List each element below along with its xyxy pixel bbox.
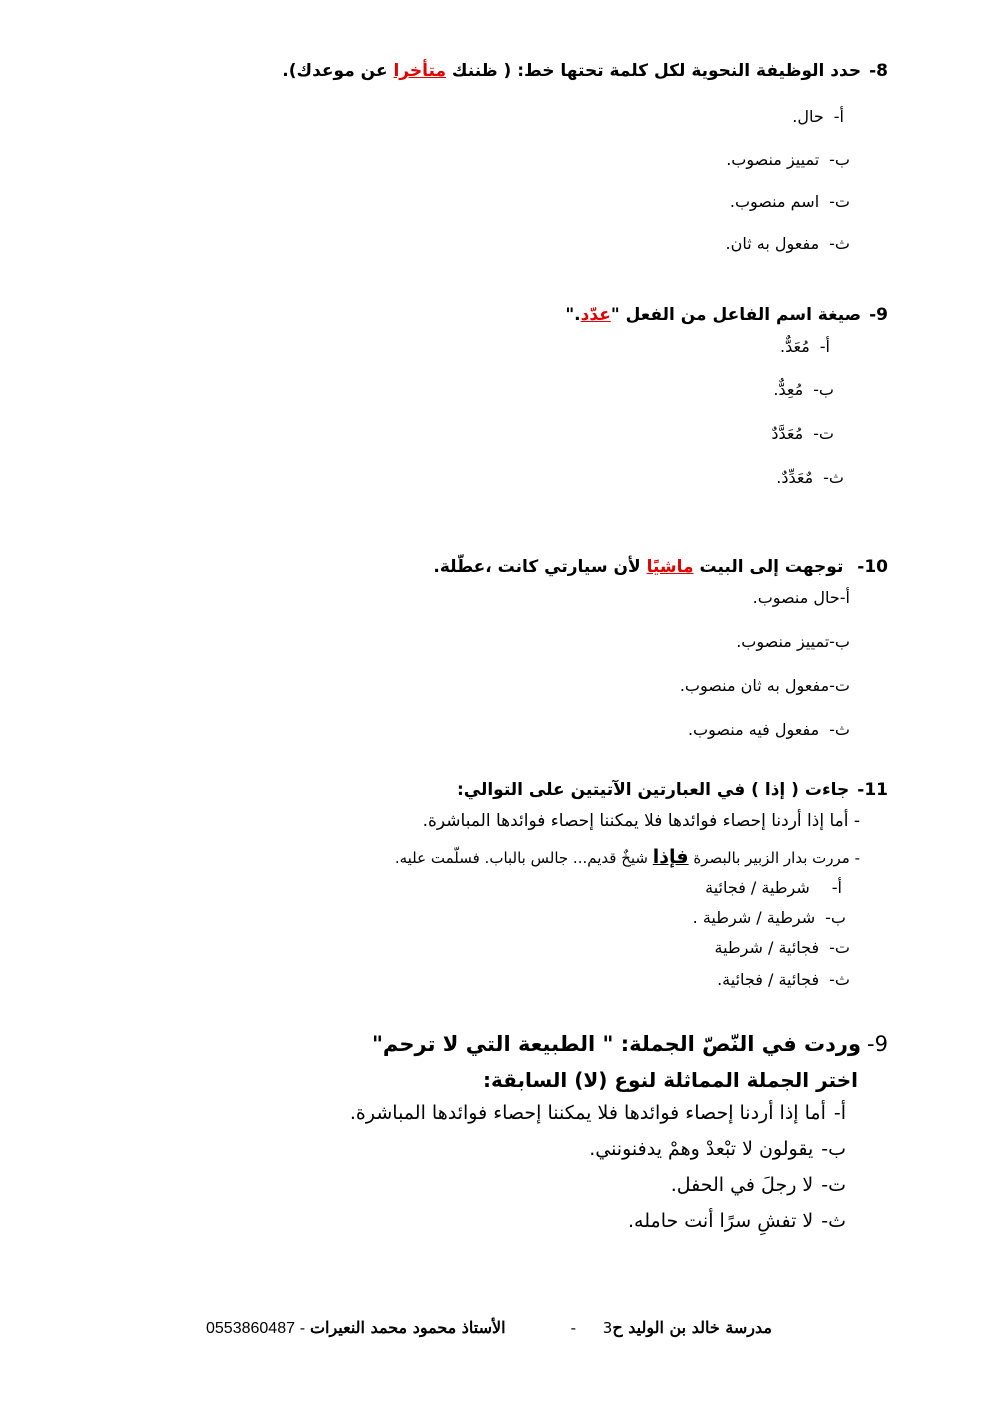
q9a-option-a[interactable] bbox=[780, 337, 830, 356]
question-10-number: 10- bbox=[857, 557, 888, 577]
q9a-option-d[interactable] bbox=[776, 468, 844, 487]
option-label: ت- bbox=[813, 424, 834, 443]
q8-option-a[interactable] bbox=[792, 107, 844, 126]
footer-school-group bbox=[549, 1318, 772, 1337]
option-text: فجائية / شرطية bbox=[714, 938, 820, 957]
question-9a-title bbox=[565, 305, 888, 325]
option-text: فجائية / فجائية. bbox=[717, 970, 820, 989]
option-label: ث- bbox=[823, 468, 844, 487]
option-label: أ- bbox=[831, 878, 842, 897]
question-11-number: 11- bbox=[857, 780, 888, 800]
option-text: شرطية / فجائية bbox=[705, 878, 810, 897]
question-11-text: جاءت ( إذا ) في العبارتين الآتيتين على التوالي: bbox=[456, 780, 850, 800]
option-text: يقولون لا تبْعدْ وهمْ يدفنونني. bbox=[589, 1138, 814, 1160]
footer-school: مدرسة خالد بن الوليد ح bbox=[612, 1318, 772, 1337]
option-label: ب- bbox=[825, 908, 846, 927]
q11-option-d[interactable] bbox=[717, 970, 850, 989]
footer-separator: - bbox=[299, 1319, 306, 1337]
question-11-title bbox=[457, 780, 888, 800]
option-text: مُعَدَّدٌ bbox=[771, 424, 804, 443]
sentence-2-part-b: شيخٌ قديم... جالس بالباب. فسلّمت عليه. bbox=[394, 849, 648, 867]
option-label: أ- bbox=[833, 1102, 846, 1124]
footer-page-number: 3 bbox=[602, 1319, 613, 1337]
q11-option-c[interactable] bbox=[715, 938, 851, 957]
question-9a-number: 9- bbox=[869, 305, 888, 325]
q9b-option-b[interactable] bbox=[589, 1138, 846, 1160]
q9b-option-a[interactable] bbox=[350, 1102, 846, 1124]
option-text: تمييز منصوب. bbox=[726, 150, 820, 169]
option-label: ث- bbox=[829, 234, 850, 253]
question-8-title bbox=[282, 61, 888, 81]
question-11-sentence-1: - أما إذا أردنا إحصاء فوائدها فلا يمكننا إحصاء فوائدها المباشرة. bbox=[422, 811, 860, 831]
question-9b-text: وردت في النّصّ الجملة: " الطبيعة التي لا ترحم" bbox=[371, 1032, 862, 1056]
q9a-option-b[interactable] bbox=[773, 380, 834, 399]
q10-option-c[interactable] bbox=[680, 676, 850, 695]
option-text: تمييز منصوب. bbox=[736, 632, 830, 651]
option-text: شرطية / شرطية . bbox=[692, 908, 816, 927]
question-9b-number: 9- bbox=[867, 1032, 888, 1056]
q8-option-d[interactable] bbox=[726, 234, 850, 253]
option-text: مٌعَدِّدٌ. bbox=[776, 468, 814, 487]
option-text: لا تفشِ سرًا أنت حامله. bbox=[628, 1210, 814, 1232]
option-label: ب- bbox=[821, 1138, 846, 1160]
option-label: ث- bbox=[821, 1210, 846, 1232]
q11-option-b[interactable] bbox=[693, 908, 846, 927]
option-text: حال منصوب. bbox=[752, 588, 840, 607]
option-text: أما إذا أردنا إحصاء فوائدها فلا يمكننا إحصاء فوائدها المباشرة. bbox=[349, 1102, 826, 1124]
question-9b-subtitle: اختر الجملة المماثلة لنوع (لا) السابقة: bbox=[483, 1068, 858, 1092]
question-8-text-a: حدد الوظيفة النحوية لكل كلمة تحتها خط: ( ظننك bbox=[451, 61, 862, 81]
question-11-sentence-2 bbox=[395, 846, 860, 868]
footer-teacher: الأستاذ محمود محمد النعيرات bbox=[309, 1318, 506, 1337]
q9b-option-c[interactable] bbox=[671, 1174, 846, 1196]
question-10-title bbox=[433, 557, 888, 577]
option-text: حال. bbox=[792, 107, 824, 126]
option-label: أ- bbox=[833, 107, 844, 126]
footer-phone: 0553860487 bbox=[206, 1320, 295, 1337]
option-text: مفعول به ثان منصوب. bbox=[679, 676, 830, 695]
option-label: ب- bbox=[829, 150, 850, 169]
question-8-highlight: متأخرا bbox=[393, 61, 446, 81]
question-8-number: 8- bbox=[869, 61, 888, 81]
option-label: ت- bbox=[829, 192, 850, 211]
footer-teacher-group bbox=[206, 1318, 506, 1338]
q8-option-b[interactable] bbox=[726, 150, 850, 169]
option-text: مفعول به ثان. bbox=[725, 234, 820, 253]
q10-option-d[interactable] bbox=[688, 720, 850, 739]
question-8-text-b: عن موعدك). bbox=[282, 61, 388, 81]
q9b-option-d[interactable] bbox=[628, 1210, 846, 1232]
question-10-text-b: لأن سيارتي كانت ،عطّلة. bbox=[433, 557, 641, 577]
option-label: ب- bbox=[829, 632, 850, 651]
sentence-2-keyword: فإذا bbox=[652, 846, 689, 868]
option-label: ت- bbox=[829, 938, 850, 957]
sentence-2-part-a: - مررت بدار الزبير بالبصرة bbox=[693, 849, 860, 867]
question-10-highlight: ماشيًا bbox=[646, 557, 694, 577]
q10-option-b[interactable] bbox=[736, 632, 850, 651]
option-text: مفعول فيه منصوب. bbox=[687, 720, 820, 739]
option-text: لا رجلَ في الحفل. bbox=[670, 1174, 814, 1196]
option-label: أ- bbox=[839, 588, 850, 607]
option-label: أ- bbox=[819, 337, 830, 356]
question-9a-text-a: صيغة اسم الفاعل من الفعل " bbox=[610, 305, 862, 325]
q9a-option-c[interactable] bbox=[771, 424, 834, 443]
option-text: مُعِدٌّ. bbox=[773, 380, 804, 399]
question-10-text-a: توجهت إلى البيت bbox=[699, 557, 844, 577]
page-footer bbox=[206, 1318, 772, 1338]
option-label: ث- bbox=[829, 720, 850, 739]
option-text: اسم منصوب. bbox=[729, 192, 820, 211]
option-text: مُعَدٌّ. bbox=[780, 337, 810, 356]
question-9a-highlight: عدّد bbox=[580, 305, 611, 325]
option-label: ت- bbox=[829, 676, 850, 695]
q10-option-a[interactable] bbox=[753, 588, 850, 607]
question-9a-text-b: ." bbox=[565, 305, 581, 325]
q8-option-c[interactable] bbox=[730, 192, 850, 211]
q11-option-a[interactable] bbox=[705, 878, 842, 897]
footer-separator: - bbox=[570, 1319, 577, 1337]
question-9b-title bbox=[372, 1032, 888, 1056]
option-label: ب- bbox=[813, 380, 834, 399]
option-label: ت- bbox=[821, 1174, 846, 1196]
option-label: ث- bbox=[829, 970, 850, 989]
